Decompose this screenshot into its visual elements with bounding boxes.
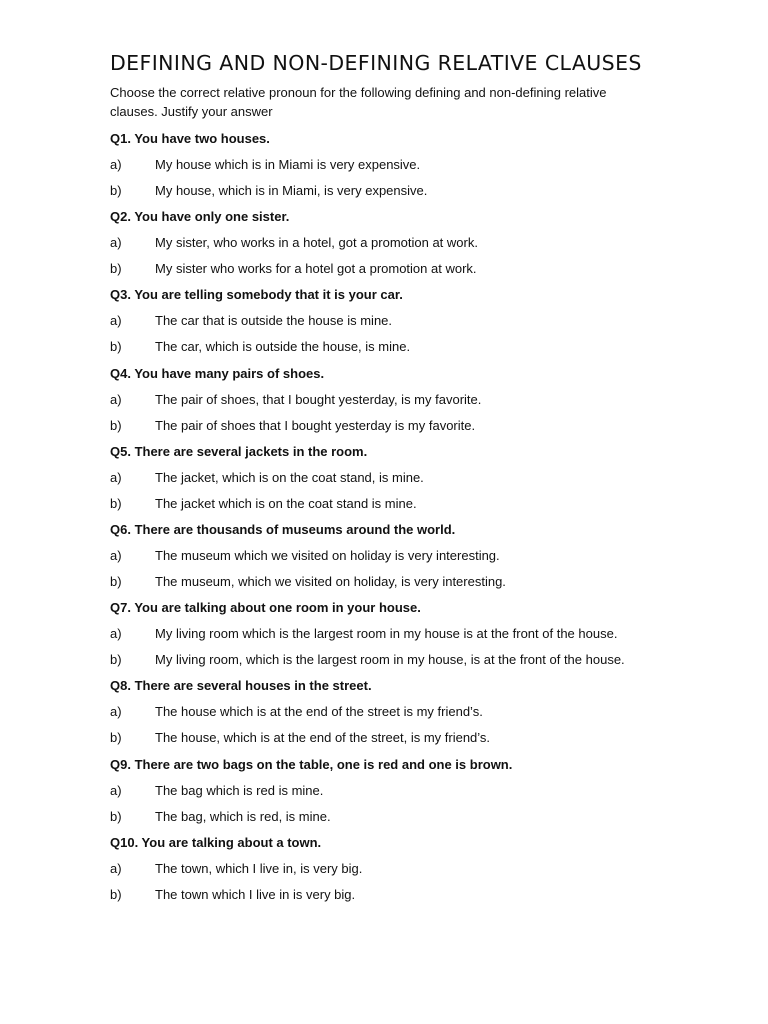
option-letter: b) bbox=[110, 183, 122, 198]
question-1 bbox=[110, 128, 730, 206]
question-7 bbox=[110, 597, 730, 675]
option-text: My living room which is the largest room in my house is at the front of the house. bbox=[155, 626, 618, 642]
question-heading: Q10. You are talking about a town. bbox=[110, 834, 322, 850]
option-letter: a) bbox=[110, 547, 122, 563]
option-letter: b) bbox=[110, 573, 122, 589]
question-heading: Q5. There are several jackets in the room. bbox=[110, 443, 368, 459]
option-letter: b) bbox=[110, 261, 122, 277]
question-heading: Q2. You have only one sister. bbox=[110, 209, 290, 225]
option-b bbox=[110, 649, 625, 671]
option-a bbox=[110, 701, 483, 723]
option-text: My house which is in Miami is very expensive. bbox=[155, 157, 421, 172]
question-heading: Q8. There are several houses in the street. bbox=[110, 678, 372, 694]
question-6 bbox=[110, 519, 730, 597]
question-heading: Q6. There are thousands of museums around the world. bbox=[110, 521, 456, 537]
option-text: The jacket which is on the coat stand is mine. bbox=[155, 495, 417, 511]
option-text: The town which I live in is very big. bbox=[155, 886, 356, 902]
option-text: The house which is at the end of the street is my friend’s. bbox=[155, 704, 483, 720]
option-a bbox=[110, 545, 500, 567]
option-b bbox=[110, 493, 417, 515]
option-a bbox=[110, 310, 392, 332]
question-2 bbox=[110, 206, 730, 284]
option-b bbox=[110, 336, 410, 358]
option-b bbox=[110, 806, 331, 828]
option-text: My sister who works for a hotel got a promotion at work. bbox=[155, 261, 477, 277]
option-b bbox=[110, 415, 475, 437]
option-text: The museum which we visited on holiday is very interesting. bbox=[155, 547, 500, 563]
question-9 bbox=[110, 754, 730, 832]
option-text: The museum, which we visited on holiday, is very interesting. bbox=[155, 573, 506, 589]
option-a bbox=[110, 858, 362, 880]
question-heading: Q9. There are two bags on the table, one is red and one is brown. bbox=[110, 756, 513, 772]
instructions-text: Choose the correct relative pronoun for the following defining and non-defining relative clauses. Justify your answer bbox=[110, 85, 607, 119]
option-b bbox=[110, 727, 490, 749]
option-letter: b) bbox=[110, 495, 122, 511]
option-letter: a) bbox=[110, 704, 122, 720]
option-text: The bag which is red is mine. bbox=[155, 782, 324, 798]
option-letter: a) bbox=[110, 626, 122, 642]
option-letter: a) bbox=[110, 391, 122, 407]
question-5 bbox=[110, 441, 730, 519]
option-text: My sister, who works in a hotel, got a promotion at work. bbox=[155, 235, 478, 251]
question-heading: Q1. You have two houses. bbox=[110, 131, 270, 146]
option-text: The jacket, which is on the coat stand, is mine. bbox=[155, 469, 424, 485]
option-text: The house, which is at the end of the street, is my friend’s. bbox=[155, 730, 491, 746]
question-list bbox=[110, 128, 730, 910]
question-3 bbox=[110, 284, 730, 362]
option-letter: b) bbox=[110, 417, 122, 433]
option-letter: b) bbox=[110, 808, 122, 824]
question-heading: Q4. You have many pairs of shoes. bbox=[110, 365, 325, 381]
option-a bbox=[110, 780, 323, 802]
option-a bbox=[110, 232, 478, 254]
option-text: The pair of shoes, that I bought yesterday, is my favorite. bbox=[155, 391, 482, 407]
question-heading: Q7. You are talking about one room in your house. bbox=[110, 600, 421, 616]
option-text: The car that is outside the house is mine. bbox=[155, 313, 393, 329]
option-a bbox=[110, 623, 617, 645]
option-letter: a) bbox=[110, 157, 122, 172]
option-b bbox=[110, 571, 506, 593]
option-b bbox=[110, 884, 355, 906]
option-text: My house, which is in Miami, is very expensive. bbox=[155, 183, 428, 198]
option-letter: b) bbox=[110, 730, 122, 746]
option-text: The town, which I live in, is very big. bbox=[155, 860, 363, 876]
question-8 bbox=[110, 675, 730, 753]
option-b bbox=[110, 258, 477, 280]
option-letter: a) bbox=[110, 860, 122, 876]
question-10 bbox=[110, 832, 730, 910]
option-a bbox=[110, 154, 420, 176]
option-letter: b) bbox=[110, 339, 122, 355]
option-a bbox=[110, 389, 481, 411]
option-letter: b) bbox=[110, 652, 122, 668]
option-letter: b) bbox=[110, 886, 122, 902]
option-letter: a) bbox=[110, 313, 122, 329]
option-text: My living room, which is the largest room in my house, is at the front of the house. bbox=[155, 652, 625, 668]
option-b bbox=[110, 180, 427, 202]
option-text: The bag, which is red, is mine. bbox=[155, 808, 331, 824]
question-4 bbox=[110, 363, 730, 441]
document-title: DEFINING AND NON-DEFINING RELATIVE CLAUSES bbox=[110, 51, 642, 75]
option-text: The car, which is outside the house, is mine. bbox=[155, 339, 411, 355]
option-letter: a) bbox=[110, 782, 122, 798]
option-letter: a) bbox=[110, 469, 122, 485]
question-heading: Q3. You are telling somebody that it is your car. bbox=[110, 287, 403, 303]
option-letter: a) bbox=[110, 235, 122, 251]
option-a bbox=[110, 467, 424, 489]
option-text: The pair of shoes that I bought yesterday is my favorite. bbox=[155, 417, 476, 433]
